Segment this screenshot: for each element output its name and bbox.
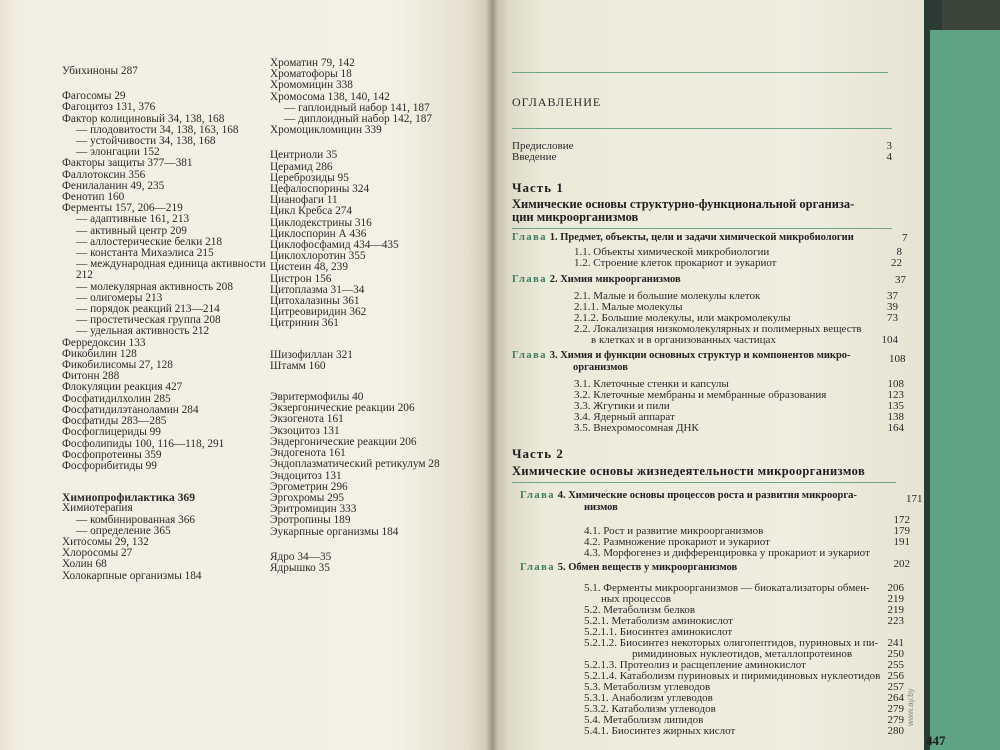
toc-entry	[584, 547, 910, 559]
index-entry: Ядро 34—35	[270, 550, 332, 563]
index-entry: Хромомицин 338	[270, 79, 353, 92]
chapter-1-word: Глава	[512, 232, 548, 243]
book-spine-shadow	[486, 0, 498, 750]
toc-entry-page: 257	[887, 681, 904, 693]
index-entry: Циклоспорин А 436	[270, 227, 367, 240]
toc-entry	[574, 422, 904, 434]
toc-entry-title: 1.1. Объекты химической микробиологии	[574, 246, 770, 258]
index-entry: Ферредоксин 133	[62, 336, 146, 349]
chapter-4-word: Глава	[520, 490, 556, 501]
toc-entry-title: 5.4. Метаболизм липидов	[584, 714, 704, 726]
index-gap	[270, 330, 440, 350]
index-entry: Эндогенота 161	[270, 447, 346, 460]
toc-entry-title: Введение	[512, 151, 557, 163]
index-entry: — комбинированная 366	[76, 513, 196, 526]
index-entry: Факторы защиты 377—381	[62, 157, 193, 170]
index-gap	[270, 136, 440, 150]
index-entry: Циклодекстрины 316	[270, 216, 372, 229]
index-entry: Эндоплазматический ретикулум 28	[270, 458, 440, 471]
index-entry: Холокарпные организмы 184	[62, 569, 202, 582]
toc-entry	[584, 725, 904, 737]
chapter-1-page: 7	[902, 232, 908, 244]
index-entry: Убихиноны 287	[62, 65, 138, 77]
index-entry: Циклофосфамид 434—435	[270, 239, 399, 252]
index-entry: Цианофаги 11	[270, 194, 338, 207]
chapter-5-num: 5.	[557, 562, 566, 573]
index-column-right	[270, 58, 440, 574]
toc-entry-page: 135	[887, 400, 904, 412]
toc-entry-title: Предисловие	[512, 140, 574, 152]
index-entry: Хромосома 138, 140, 142	[270, 90, 390, 103]
index-entry: Эндергонические реакции 206	[270, 435, 417, 448]
index-entry: Химиопрофилактика 369	[62, 491, 195, 505]
index-entry: — порядок реакций 213—214	[76, 303, 220, 316]
toc-entry-page: 279	[887, 714, 904, 726]
index-entry: — молекулярная активность 208	[76, 280, 233, 293]
toc-entry-title: 3.1. Клеточные стенки и капсулы	[574, 378, 729, 390]
index-entry: — константа Михаэлиса 215	[76, 247, 214, 260]
toc-entry-page: 256	[887, 670, 904, 682]
toc-entry-page: 104	[881, 334, 898, 346]
index-entry: — простетическая группа 208	[76, 314, 221, 327]
chapter-3-page: 108	[889, 353, 906, 365]
index-entry: Фактор колициновый 34, 138, 168	[62, 112, 225, 125]
toc-entry	[512, 151, 892, 163]
toc-entry-title: 2.1.2. Большие молекулы, или макромолекулы	[574, 312, 791, 324]
toc-entry-title: 5.2.1.3. Протеолиз и расщепление аминокислот	[584, 659, 806, 671]
toc-entry-page: 73	[887, 312, 898, 324]
index-entry: — плодовитости 34, 138, 163, 168	[76, 123, 239, 136]
index-entry: — удельная активность 212	[76, 325, 210, 338]
index-entry: Хроматофоры 18	[270, 68, 352, 81]
toc-entry-page: 37	[887, 290, 898, 302]
index-entry: Флокуляции реакция 427	[62, 381, 183, 394]
index-entry: Экзогенота 161	[270, 413, 344, 426]
toc-entry-title: 1.2. Строение клеток прокариот и эукариот	[574, 257, 777, 269]
index-entry: Цитринин 361	[270, 317, 339, 330]
toc-entry-page: 264	[887, 692, 904, 704]
index-entry: Фенотип 160	[62, 191, 125, 204]
index-entry: Хроматин 79, 142	[270, 57, 355, 69]
index-entry: — международная единица активности	[76, 258, 266, 271]
chapter-4-num: 4.	[557, 490, 566, 501]
toc-entry-page: 164	[887, 422, 904, 434]
index-entry: 212	[76, 269, 93, 282]
index-entry: — диплоидный набор 142, 187	[284, 113, 433, 126]
toc-entry-page: 3	[886, 140, 892, 152]
toc-entry-title: 4.2. Размножение прокариот и эукариот	[584, 536, 770, 548]
toc-entry-page: 255	[887, 659, 904, 671]
index-entry: Фитонн 288	[62, 370, 120, 383]
index-entry: Фосфатидилэтаноламин 284	[62, 403, 199, 416]
index-entry: — устойчивости 34, 138, 168	[76, 135, 216, 148]
toc-entry-title: 5.3.2. Катаболизм углеводов	[584, 703, 716, 715]
page-number: 447	[926, 733, 946, 748]
toc-entry-page: 22	[891, 257, 902, 269]
index-entry: Холин 68	[62, 558, 107, 571]
index-entry: Фосфолипиды 100, 116—118, 291	[62, 437, 225, 450]
chapter-5-title: Обмен веществ у микроорганизмов	[568, 562, 738, 573]
index-entry: Фосфорибитиды 99	[62, 459, 157, 472]
toc-entry-title: 5.4.1. Биосинтез жирных кислот	[584, 725, 736, 737]
toc-entry-title: 3.4. Ядерный аппарат	[574, 411, 675, 423]
toc-entry-title: 5.1. Ферменты микроорганизмов — биокатализаторы обмен-	[584, 582, 870, 594]
toc-entry-title: 5.3.1. Анаболизм углеводов	[584, 692, 713, 704]
chapter-1-heading	[512, 232, 854, 243]
index-entry: Хромоцикломицин 339	[270, 124, 382, 137]
toc-entry-page: 279	[887, 703, 904, 715]
part-1-title-line-2: ции микроорганизмов	[512, 210, 639, 224]
index-entry: — аллостерические белки 218	[76, 235, 223, 248]
toc-entry-title: 5.2.1. Метаболизм аминокислот	[584, 615, 733, 627]
toc-entry-title: 5.2.1.1. Биосинтез аминокислот	[584, 626, 733, 638]
toc-entry-page: 280	[887, 725, 904, 737]
watermark: www.ay.by	[906, 688, 915, 726]
index-entry: Эритромицин 333	[270, 503, 357, 516]
index-entry: Химиотерапия	[62, 502, 133, 515]
chapter-2-num: 2.	[549, 274, 558, 285]
chapter-4-title-l2: низмов	[584, 502, 618, 513]
chapter-3-heading	[512, 350, 851, 361]
part-1-label: Часть 1	[512, 180, 564, 195]
index-entry: Цитоплазма 31—34	[270, 283, 365, 296]
part-2-label: Часть 2	[512, 446, 564, 461]
toc-entry-page: 8	[896, 246, 902, 258]
book-cover	[930, 30, 1000, 750]
part-2-title: Химические основы жизнедеятельности микроорганизмов	[512, 464, 866, 478]
toc-entry-title: 5.2. Метаболизм белков	[584, 604, 696, 616]
chapter-4-heading	[520, 490, 857, 501]
chapter-5-heading	[520, 562, 737, 573]
toc-entry-page: 206	[887, 582, 904, 594]
toc-entry-page: 108	[887, 378, 904, 390]
chapter-3-word: Глава	[512, 350, 548, 361]
index-entry: Цикл Кребса 274	[270, 205, 353, 218]
chapter-4-page: 171	[906, 493, 923, 505]
index-entry: Церамид 286	[270, 160, 333, 173]
index-entry: Цитреовиридин 362	[270, 306, 367, 319]
toc-entry-title: 2.1.1. Малые молекулы	[574, 301, 683, 313]
table-of-contents	[512, 0, 923, 750]
toc-title: ОГЛАВЛЕНИЕ	[512, 95, 602, 109]
toc-entry-title: ных процессов	[601, 593, 671, 605]
toc-entry-page: 219	[887, 593, 904, 605]
toc-entry-page: 219	[887, 604, 904, 616]
index-entry: Фикобилин 128	[62, 347, 137, 360]
index-entry: Эукарпные организмы 184	[270, 525, 399, 538]
toc-entry-title: 2.1. Малые и большие молекулы клеток	[574, 290, 761, 302]
index-entry: Эвритермофилы 40	[270, 391, 364, 404]
toc-entry-page: 191	[893, 536, 910, 548]
chapter-3-num: 3.	[549, 350, 558, 361]
toc-entry-title: 4.3. Морфогенез и дифференцировка у прокариот и эукариот	[584, 547, 870, 559]
toc-entry-page: 202	[893, 558, 910, 570]
index-entry: Центриоли 35	[270, 149, 338, 162]
index-entry: Фагосомы 29	[62, 90, 126, 103]
index-entry: Фикобилисомы 27, 128	[62, 359, 173, 372]
index-entry: Фосфоглицериды 99	[62, 426, 161, 439]
toc-entry-page: 123	[887, 389, 904, 401]
index-entry: Шизофиллан 321	[270, 348, 353, 361]
chapter-5-word: Глава	[520, 562, 556, 573]
index-entry: Экзергонические реакции 206	[270, 402, 415, 415]
toc-entry-title: 3.2. Клеточные мембраны и мембранные образования	[574, 389, 827, 401]
part-1-rule	[512, 228, 892, 229]
chapter-2-heading	[512, 274, 681, 285]
index-entry: — элонгации 152	[76, 146, 160, 159]
chapter-2-word: Глава	[512, 274, 548, 285]
index-entry: Цереброзиды 95	[270, 171, 349, 184]
index-entry: — адаптивные 161, 213	[76, 213, 190, 226]
index-entry: Цистеин 48, 239	[270, 261, 348, 274]
toc-entry-title: римидиновых нуклеотидов, металлопротеинов	[632, 648, 853, 660]
index-entry: Фосфатиды 283—285	[62, 415, 167, 428]
index-entry: Цефалоспорины 324	[270, 183, 370, 196]
toc-entry-page: 172	[893, 514, 910, 526]
index-gap	[270, 372, 440, 392]
toc-entry-title: 3.3. Жгутики и пили	[574, 400, 670, 412]
part-2-rule	[512, 482, 896, 483]
chapter-3-title-l1: Химия и функции основных структур и компонентов микро-	[560, 350, 851, 361]
index-entry: Эргометрин 296	[270, 480, 348, 493]
toc-entry	[574, 257, 902, 269]
chapter-2-page: 37	[895, 274, 906, 286]
toc-entry-page: 179	[893, 525, 910, 537]
index-entry: Фаллотоксин 356	[62, 168, 146, 181]
chapter-2-title: Химия микроорганизмов	[560, 274, 681, 285]
toc-entry-title: 5.2.1.2. Биосинтез некоторых олигопептидов, пуриновых и пи-	[584, 637, 879, 649]
index-entry: Фенилаланин 49, 235	[62, 179, 165, 192]
index-entry: Эротропины 189	[270, 514, 351, 527]
toc-entry-page: 250	[887, 648, 904, 660]
toc-entry	[591, 334, 898, 346]
index-column-left	[62, 66, 266, 582]
index-entry: Фосфатидилхолин 285	[62, 392, 171, 405]
index-entry: Штамм 160	[270, 359, 326, 372]
index-entry: — олигомеры 213	[76, 291, 163, 304]
index-entry: — определение 365	[76, 524, 171, 537]
index-gap	[62, 472, 266, 492]
toc-entry-page: 39	[887, 301, 898, 313]
chapter-1-num: 1.	[549, 232, 558, 243]
index-entry: Ядрышко 35	[270, 561, 330, 574]
index-entry: Фосфопротеины 359	[62, 448, 162, 461]
index-entry: Циклохлоротин 355	[270, 250, 366, 263]
index-entry: — активный центр 209	[76, 224, 187, 237]
chapter-4-title-l1: Химические основы процессов роста и развития микроорга-	[568, 490, 857, 501]
index-entry: Эргохромы 295	[270, 491, 345, 504]
index-entry: Ферменты 157, 206—219	[62, 202, 183, 215]
chapter-1-title: Предмет, объекты, цели и задачи химической микробиологии	[560, 232, 854, 243]
index-gap	[62, 77, 266, 91]
toc-entry-title: 2.2. Локализация низкомолекулярных и полимерных веществ	[574, 323, 862, 335]
index-entry: — гаплоидный набор 141, 187	[284, 101, 430, 114]
toc-entry-page: 241	[887, 637, 904, 649]
index-entry: Фагоцитоз 131, 376	[62, 101, 156, 114]
index-entry: Экзоцитоз 131	[270, 424, 340, 437]
toc-entry-title: 4.1. Рост и развитие микроорганизмов	[584, 525, 764, 537]
toc-entry-title: 3.5. Внехромосомная ДНК	[574, 422, 699, 434]
index-entry: Эндоцитоз 131	[270, 469, 342, 482]
toc-entry-title: 5.3. Метаболизм углеводов	[584, 681, 711, 693]
toc-entry-title: 5.2.1.4. Катаболизм пуриновых и пиримидиновых нуклеотидов	[584, 670, 881, 682]
index-gap	[270, 538, 440, 552]
part-1-title-line-1: Химические основы структурно-функциональной организа-	[512, 197, 855, 211]
index-entry: Хлоросомы 27	[62, 547, 133, 560]
toc-entry-page: 138	[887, 411, 904, 423]
toc-entry-page: 223	[887, 615, 904, 627]
index-entry: Цистрон 156	[270, 272, 332, 285]
chapter-3-title-l2: организмов	[573, 362, 628, 373]
index-entry: Хитосомы 29, 132	[62, 535, 149, 548]
toc-entry-title: в клетках и в организованных частицах	[591, 334, 776, 346]
toc-entry-page: 4	[886, 151, 892, 163]
index-entry: Цитохалазины 361	[270, 295, 360, 308]
